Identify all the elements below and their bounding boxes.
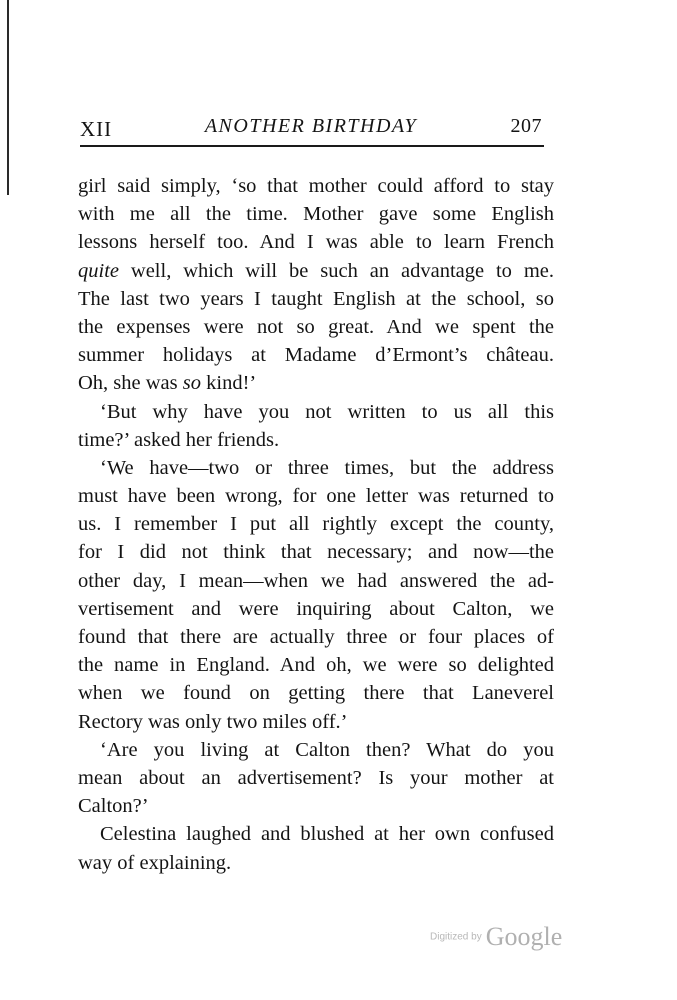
- running-head: [80, 111, 542, 145]
- text-line: Oh, she was so kind!’: [78, 372, 257, 395]
- header-rule: [80, 145, 544, 147]
- text-line: lessons herself too. And I was able to learn French: [78, 231, 554, 254]
- emphasis: so: [177, 372, 207, 395]
- chapter-number: XII: [80, 117, 113, 141]
- page-edge-line: [7, 0, 9, 195]
- text-line: when we found on getting there that Laneverel: [78, 682, 554, 705]
- watermark-prefix: Digitized by: [430, 931, 482, 943]
- watermark-brand-logo: Google: [485, 922, 563, 951]
- text-line: found that there are actually three or four places of: [78, 626, 554, 648]
- text-line: ‘Are you living at Calton then? What do you: [100, 738, 554, 761]
- text-line: must have been wrong, for one letter was returned to: [78, 485, 554, 508]
- body-text: [78, 172, 554, 877]
- text-line: The last two years I taught English at the school, so: [78, 287, 554, 310]
- text-line: vertisement and were inquiring about Calton, we: [78, 597, 554, 620]
- text-line: quite well, which will be such an advantage to me.: [78, 259, 554, 282]
- text-line: Celestina laughed and blushed at her own confused: [100, 823, 554, 846]
- text-line: Calton?’: [78, 795, 149, 818]
- text-line: Rectory was only two miles off.’: [78, 710, 348, 733]
- digitized-watermark: [430, 922, 562, 952]
- text-line: for I did not think that necessary; and now—the: [78, 541, 554, 564]
- text-line: other day, I mean—when we had answered the ad-: [78, 569, 554, 592]
- text-line: way of explaining.: [78, 851, 232, 874]
- text-line: time?’ asked her friends.: [78, 428, 280, 451]
- text-line: the expenses were not so great. And we spent the: [78, 315, 554, 338]
- page-number: 207: [510, 115, 542, 137]
- running-title: ANOTHER BIRTHDAY: [204, 115, 418, 137]
- text-line: ‘We have—two or three times, but the address: [100, 456, 554, 479]
- text-line: with me all the time. Mother gave some English: [78, 203, 554, 226]
- text-line: ‘But why have you not written to us all this: [100, 400, 554, 423]
- text-line: summer holidays at Madame d’Ermont’s château.: [78, 344, 554, 367]
- text-line: mean about an advertisement? Is your mother at: [78, 766, 554, 789]
- text-line: us. I remember I put all rightly except the county,: [78, 513, 554, 536]
- text-line: the name in England. And oh, we were so delighted: [78, 654, 554, 677]
- text-line: girl said simply, ‘so that mother could afford to stay: [78, 175, 554, 197]
- emphasis: quite: [78, 259, 119, 282]
